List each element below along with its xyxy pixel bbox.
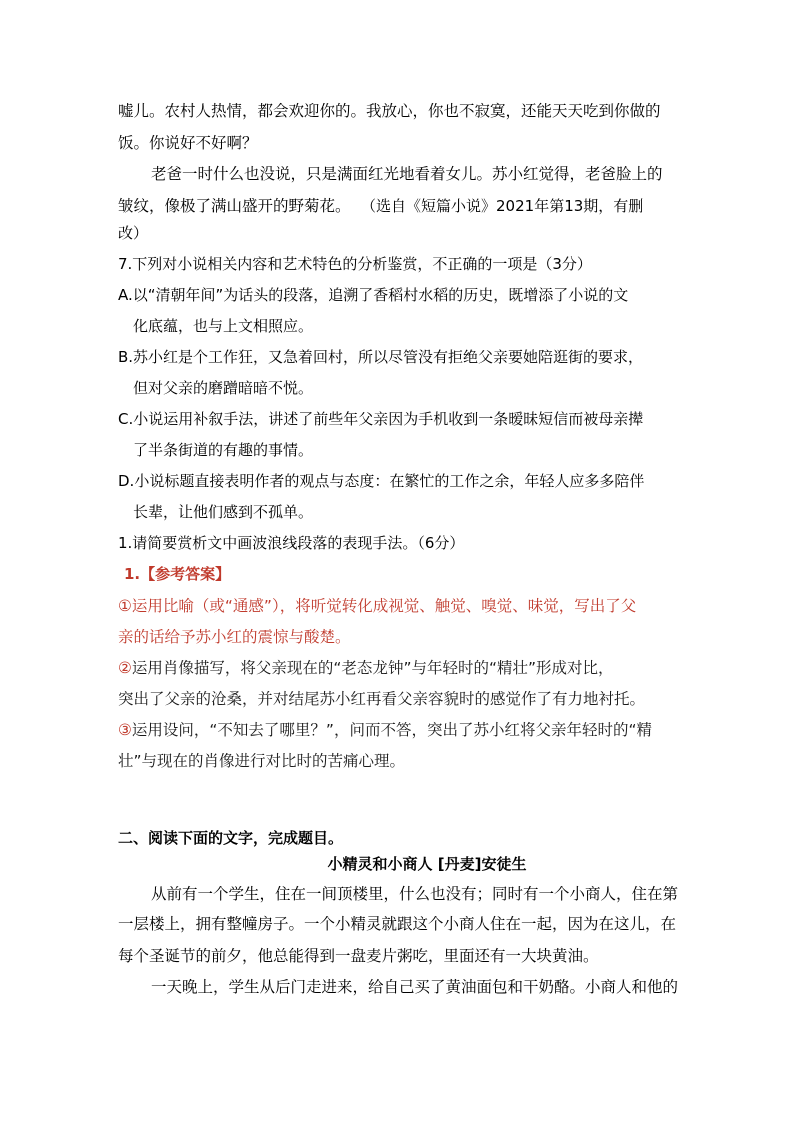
- answer-point-2-line-2: 突出了父亲的沧桑，并对结尾苏小红再看父亲容貌时的感觉作了有力地衬托。: [118, 690, 646, 708]
- question-1-stem: 1.请简要赏析文中画波浪线段落的表现手法。（6分）: [118, 534, 465, 552]
- answer-heading: 1.【参考答案】: [124, 565, 231, 583]
- story-2-line-2: 一层楼上，拥有整幢房子。一个小精灵就跟这个小商人住在一起，因为在这儿，在: [118, 915, 677, 933]
- story-line-2: 饭。你说好不好啊？: [118, 134, 258, 152]
- story-2-line-4: 一天晚上，学生从后门走进来，给自己买了黄油面包和干奶酪。小商人和他的: [151, 978, 679, 996]
- answer-point-3-line-2: 壮”与现在的肖像进行对比时的苦痛心理。: [118, 752, 406, 770]
- section-2-heading: 二、阅读下面的文字，完成题目。: [118, 829, 344, 847]
- source-note: （选自《短篇小说》2021年第13期，有删: [368, 197, 644, 215]
- story-line-1: 嘘儿。农村人热情，都会欢迎你的。我放心，你也不寂寞，还能天天吃到你做的: [118, 102, 661, 120]
- answer-point-2-line-1: [118, 658, 614, 678]
- story-2-line-3: 每个圣诞节的前夕，他总能得到一盘麦片粥吃，里面还有一大块黄油。: [118, 947, 599, 965]
- story-title: 小精灵和小商人 [丹麦]安徒生: [327, 855, 527, 873]
- answer-point-3-number: ③: [118, 721, 132, 739]
- answer-point-2-text: 运用肖像描写，将父亲现在的“老态龙钟”与年轻时的“精壮”形成对比，: [131, 659, 614, 677]
- story-2-line-1: 从前有一个学生，住在一间顶楼里，什么也没有；同时有一个小商人，住在第: [151, 885, 679, 903]
- question-7-stem: 7.下列对小说相关内容和艺术特色的分析鉴赏，不正确的一项是（3分）: [118, 255, 592, 273]
- story-line-4-text: 皱纹，像极了满山盛开的野菊花。: [118, 197, 351, 215]
- option-b-line-1: B.苏小红是个工作狂，又急着回村，所以尽管没有拒绝父亲要她陪逛街的要求，: [118, 348, 644, 366]
- story-line-3: 老爸一时什么也没说，只是满面红光地看着女儿。苏小红觉得，老爸脸上的: [151, 165, 663, 183]
- option-d-line-2: 长辈，让他们感到不孤单。: [133, 503, 314, 521]
- option-d-line-1: D.小说标题直接表明作者的观点与态度：在繁忙的工作之余，年轻人应多多陪伴: [118, 472, 645, 490]
- option-b-line-2: 但对父亲的磨蹭暗暗不悦。: [133, 379, 314, 397]
- answer-point-1-line-2: 亲的话给予苏小红的震惊与酸楚。: [118, 628, 351, 646]
- answer-point-2-number: ②: [118, 659, 132, 677]
- option-a-line-2: 化底蕴，也与上文相照应。: [133, 317, 314, 335]
- answer-point-1-number: ①: [118, 597, 132, 615]
- option-a-line-1: A.以“清朝年间”为话头的段落，追溯了香稻村水稻的历史，既增添了小说的文: [118, 286, 629, 304]
- answer-point-3-text: 运用设问，“不知去了哪里？”，问而不答，突出了苏小红将父亲年轻时的“精: [131, 721, 652, 739]
- answer-point-1-line-1: [118, 596, 636, 616]
- source-note-end: 改）: [118, 224, 149, 242]
- answer-point-1-text: 运用比喻（或“通感”），将听觉转化成视觉、触觉、嗅觉、味觉，写出了父: [131, 597, 637, 615]
- answer-point-3-line-1: [118, 720, 652, 740]
- option-c-line-1: C.小说运用补叙手法，讲述了前些年父亲因为手机收到一条暧昧短信而被母亲撵: [118, 410, 644, 428]
- story-line-4: [118, 196, 643, 216]
- option-c-line-2: 了半条街道的有趣的事情。: [133, 441, 314, 459]
